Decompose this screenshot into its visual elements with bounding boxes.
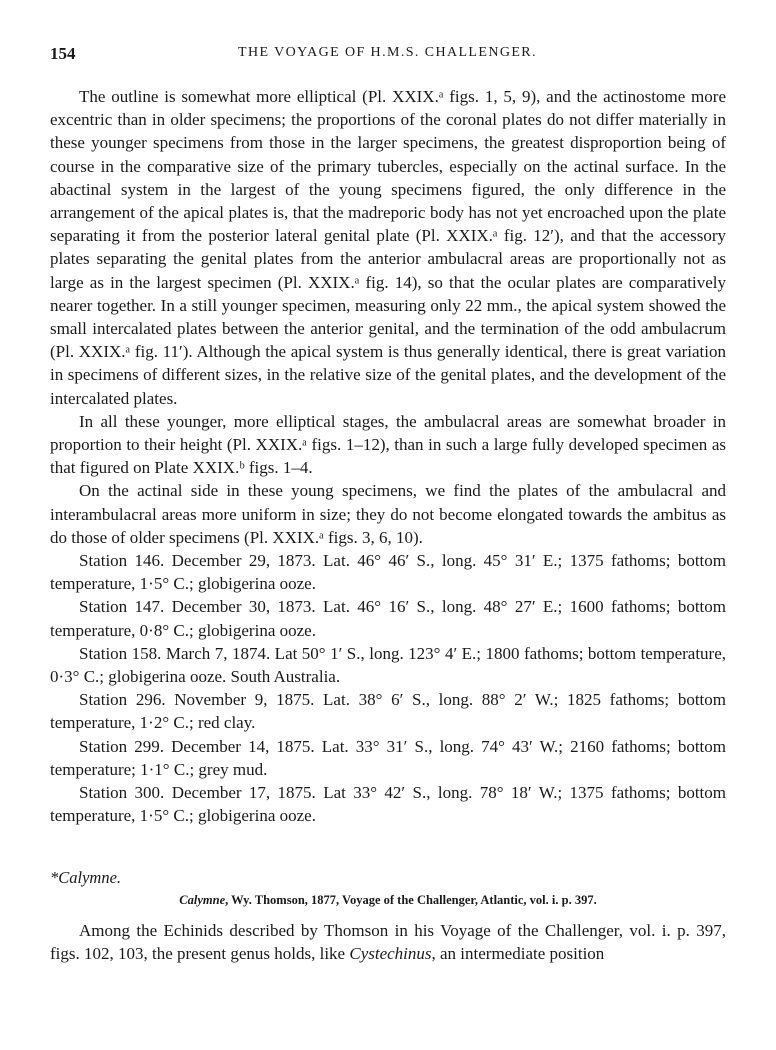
page-number: 154 xyxy=(50,44,76,63)
reference-genus-name: Calymne xyxy=(179,892,226,907)
station-entry: Station 300. December 17, 1875. Lat 33° 42′ S., long. 78° 18′ W.; 1375 fathoms; bottom temperature, 1·5° C.; globigerina ooze. xyxy=(50,783,726,826)
station-entry: Station 146. December 29, 1873. Lat. 46° 46′ S., long. 45° 31′ E.; 1375 fathoms; bottom temperature, 1·5° C.; globigerina ooze. xyxy=(50,551,726,594)
genus-reference xyxy=(50,889,726,912)
genus-name-italic: Cystechinus xyxy=(349,944,432,964)
running-title: THE VOYAGE OF H.M.S. CHALLENGER. xyxy=(238,45,537,60)
station-entry: Station 299. December 14, 1875. Lat. 33° 31′ S., long. 74° 43′ W.; 2160 fathoms; bottom temperature; 1·1° C.; grey mud. xyxy=(50,736,726,779)
paragraph-text: , an intermediate position xyxy=(431,944,605,964)
section-gap xyxy=(50,828,726,866)
paragraph: In all these younger, more elliptical stages, the ambulacral areas are somewhat broader in proportion to their height (Pl. XXIX.ᵃ figs. 1–12), than in such a large fully developed specimen as that figured on Plate XXIX.ᵇ figs. 1–4. xyxy=(50,411,726,478)
paragraph: On the actinal side in these young specimens, we find the plates of the ambulacral and interambulacral areas more uniform in size; they do not become elongated towards the ambitus as do those of older specimens (Pl. XXIX.ᵃ figs. 3, 6, 10). xyxy=(50,481,726,547)
paragraph xyxy=(50,919,726,965)
page-header xyxy=(50,44,725,68)
body-text xyxy=(50,85,726,965)
paragraph: The outline is somewhat more elliptical (Pl. XXIX.ᵃ figs. 1, 5, 9), and the actinostome more excentric than in older specimens; the proportions of the coronal plates do not differ materially in these younger specimens from those in the larger specimens, the greatest disproportion being of course in the comparative size of the primary tubercles, especially on the actinal surface. In the abactinal system in the largest of the young specimens figured, the only difference in the arrangement of the apical plates is, that the madreporic body has not yet encroached upon the plate separating it from the posterior lateral genital plate (Pl. XXIX.ᵃ fig. 12′), and that the accessory plates separating the genital plates from the anterior ambulacral areas are proportionally not as large as in the largest specimen (Pl. XXIX.ᵃ fig. 14), so that the ocular plates are comparatively nearer together. In a still younger specimen, measuring only 22 mm., the apical system showed the small intercalated plates between the anterior genital, and the termination of the odd ambulacrum (Pl. XXIX.ᵃ fig. 11′). Although the apical system is thus generally identical, there is great variation in specimens of different sizes, in the relative size of the genital plates, and the development of the intercalated plates. xyxy=(50,87,726,408)
genus-heading: *Calymne. xyxy=(50,867,122,887)
reference-citation: , Wy. Thomson, 1877, Voyage of the Challenger, Atlantic, vol. i. p. 397. xyxy=(225,892,597,907)
station-entry: Station 296. November 9, 1875. Lat. 38° 6′ S., long. 88° 2′ W.; 1825 fathoms; bottom temperature, 1·2° C.; red clay. xyxy=(50,690,726,733)
station-entry: Station 147. December 30, 1873. Lat. 46° 16′ S., long. 48° 27′ E.; 1600 fathoms; bottom temperature, 0·8° C.; globigerina ooze. xyxy=(50,597,726,640)
station-entry: Station 158. March 7, 1874. Lat 50° 1′ S., long. 123° 4′ E.; 1800 fathoms; bottom temperature, 0·3° C.; globigerina ooze. South Australia. xyxy=(50,643,726,687)
paragraph-text: Among the Echinids described by Thomson in his Voyage of the Challenger, vol. i. p. 397, figs. 102, 103, the present genus holds, like xyxy=(50,920,726,964)
